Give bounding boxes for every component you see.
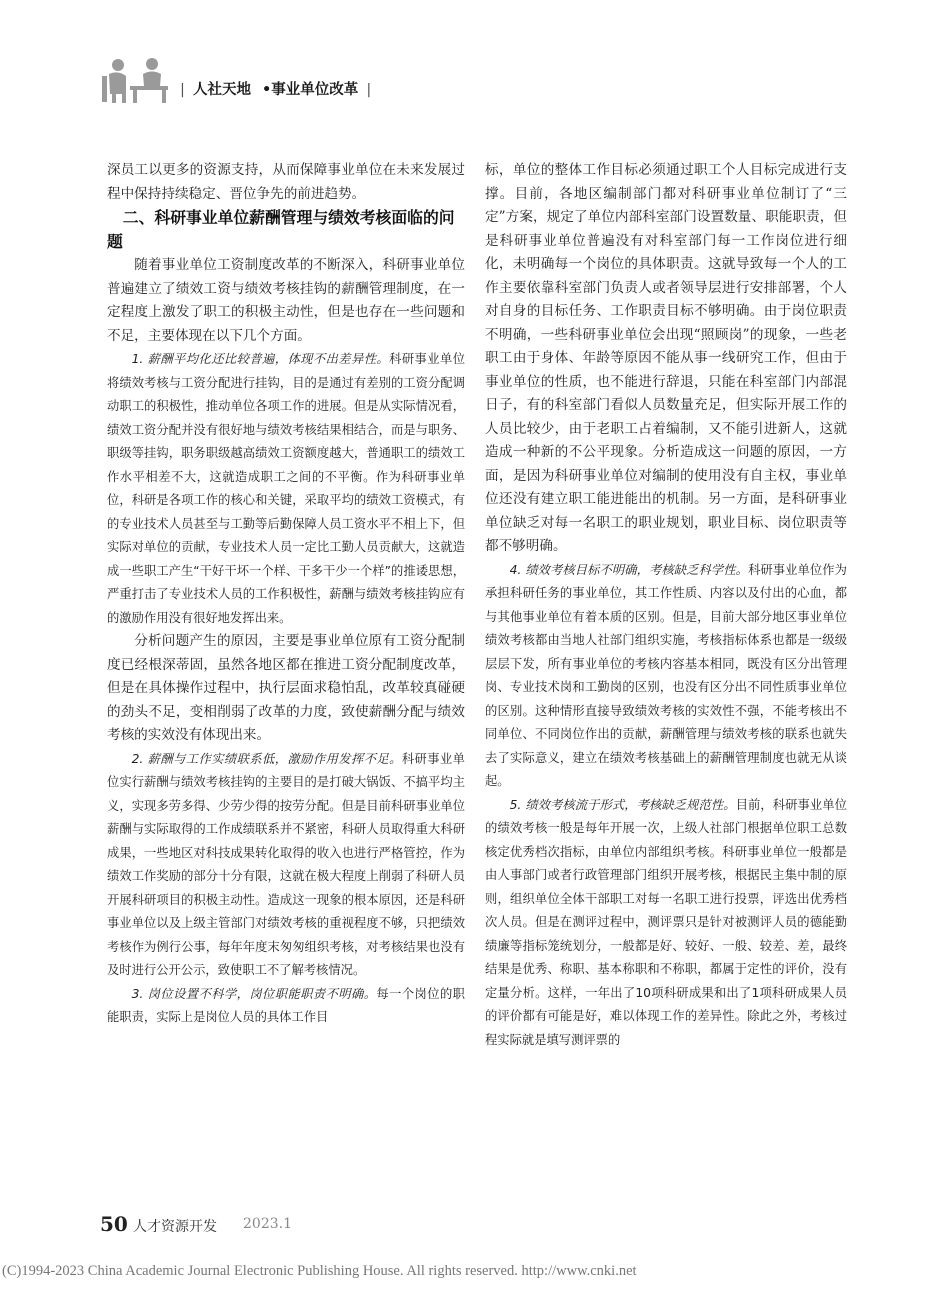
subsection-paragraph — [485, 794, 847, 1053]
body-paragraph: 随着事业单位工资制度改革的不断深入，科研事业单位普遍建立了绩效工资与绩效考核挂钩的薪酬管理制度，在一定程度上激发了职工的积极主动性，但是也存在一些问题和不足，主要体现在以下几个方面。 — [107, 257, 465, 344]
page-number: 50 — [100, 1212, 128, 1236]
subsection-heading: 4. 绩效考核目标不明确，考核缺乏科学性。 — [509, 562, 749, 577]
header-title — [177, 78, 374, 99]
header-section: 人社天地 — [192, 82, 251, 98]
article-column-right — [485, 159, 847, 1052]
subsection-heading: 2. 薪酬与工作实绩联系低，激励作用发挥不足。 — [131, 751, 402, 766]
article-column-left — [107, 159, 465, 1030]
page-header — [100, 50, 860, 110]
subsection-heading: 5. 绩效考核流于形式，考核缺乏规范性。 — [509, 797, 736, 812]
subsection-heading: 3. 岗位设置不科学，岗位职能职责不明确。 — [131, 986, 377, 1001]
subsection-paragraph — [107, 983, 465, 1030]
body-paragraph: 分析问题产生的原因，主要是事业单位原有工资分配制度已经根深蒂固，虽然各地区都在推进工资分配制度改革，但是在具体操作过程中，执行层面求稳怕乱，改革较真碰硬的劲头不足，变相削弱了改革的力度，致使薪酬分配与绩效考核的实效没有体现出来。 — [107, 633, 465, 743]
subsection-paragraph — [485, 559, 847, 794]
section-heading: 二、科研事业单位薪酬管理与绩效考核面临的问题 — [107, 208, 455, 251]
subsection-paragraph — [107, 748, 465, 983]
copyright-notice: (C)1994-2023 China Academic Journal Electronic Publishing House. All rights reserved. http://www.cnki.net — [2, 1263, 637, 1279]
journal-name: 人才资源开发 — [133, 1219, 217, 1235]
paragraph-text: 科研事业单位将绩效考核与工资分配进行挂钩，目的是通过有差别的工资分配调动职工的积极性，推动单位各项工作的进展。但是从实际情况看，绩效工资分配并没有很好地与绩效考核结果相结合，而是与职务、职级等挂钩，职务职级越高绩效工资额度越大，普通职工的绩效工作水平相差不大，这就造成职工之间的不平衡。作为科研事业单位，科研是各项工作的核心和关键，采取平均的绩效工资模式，有的专业技术人员甚至与工勤等后勤保障人员工资水平不相上下，但实际对单位的贡献，专业技术人员一定比工勤人员贡献大，这就造成一些职工产生“干好干坏一个样、干多干少一个样”的推诿思想，严重打击了专业技术人员的工作积极性，薪酬与绩效考核挂钩应有的激励作用没有很好地发挥出来。 — [107, 352, 465, 625]
header-divider-left: | — [180, 82, 185, 98]
journal-issue: 2023.1 — [243, 1216, 292, 1232]
paragraph-text: 科研事业单位作为承担科研任务的事业单位，其工作性质、内容以及付出的心血，都与其他事业单位有着本质的区别。但是，目前大部分地区事业单位绩效考核都由当地人社部门组织实施，考核指标体系也都是一级级层层下发，所有事业单位的考核内容基本相同，既没有区分出管理岗、专业技术岗和工勤岗的区别，也没有区分出不同性质事业单位的区别。这种情形直接导致绩效考核的实效性不强，不能考核出不同单位、不同岗位作出的贡献，薪酬管理与绩效考核的联系也就失去了实际意义，建立在绩效考核基础上的薪酬管理制度也就无从谈起。 — [485, 562, 847, 788]
body-paragraph: 标，单位的整体工作目标必须通过职工个人目标完成进行支撑。目前，各地区编制部门都对科研事业单位制订了“三定”方案，规定了单位内部科室部门设置数量、职能职责，但是科研事业单位普遍没有对科室部门每一工作岗位进行细化，未明确每一个岗位的具体职责。这就导致每一个人的工作主要依靠科室部门负责人或者领导层进行安排部署，个人对自身的目标任务、工作职责目标不够明确。由于岗位职责不明确，一些科研事业单位会出现“照顾岗”的现象，一些老职工由于身体、年龄等原因不能从事一线研究工作，但由于事业单位的性质，也不能进行辞退，只能在科室部门内部混日子，有的科室部门看似人员数量充足，但实际开展工作的人员比较少，由于老职工占着编制，又不能引进新人，这就造成一种新的不公平现象。分析造成这一问题的原因，一方面，是因为科研事业单位对编制的使用没有自主权，事业单位还没有建立职工能进能出的机制。另一方面，是科研事业单位缺乏对每一名职工的职业规划，职业目标、岗位职责等都不够明确。 — [485, 162, 847, 554]
paragraph-text: 目前，科研事业单位的绩效考核一般是每年开展一次，上级人社部门根据单位职工总数核定优秀档次指标，由单位内部组织考核。科研事业单位一般都是由人事部门或者行政管理部门组织开展考核，根据民主集中制的原则，组织单位全体干部职工对每一名职工进行投票，评选出优秀档次人员。但是在测评过程中，测评票只是针对被测评人员的德能勤绩廉等指标笼统划分，一般都是好、较好、一般、较差、差，最终结果是优秀、称职、基本称职和不称职，都属于定性的评价，没有定量分析。这样，一年出了10项科研成果和出了1项科研成果人员的评价都有可能是好，难以体现工作的差异性。除此之外，考核过程实际就是填写测评票的 — [485, 797, 847, 1047]
body-paragraph: 深员工以更多的资源支持，从而保障事业单位在未来发展过程中保持持续稳定、晋位争先的前进趋势。 — [107, 162, 465, 202]
paragraph-text: 每一个岗位的职能职责，实际上是岗位人员的具体工作目 — [107, 986, 465, 1024]
header-bullet: • — [262, 82, 272, 98]
subsection-paragraph — [107, 348, 465, 630]
subsection-heading: 1. 薪酬平均化还比较普遍，体现不出差异性。 — [131, 352, 390, 366]
desk-figures-icon — [100, 56, 170, 104]
paragraph-text: 科研事业单位实行薪酬与绩效考核挂钩的主要目的是打破大锅饭、不搞平均主义，实现多劳多得、少劳少得的按劳分配。但是目前科研事业单位薪酬与实际取得的工作成绩联系并不紧密，科研人员取得重大科研成果，一些地区对科技成果转化取得的收入也进行严格管控，作为绩效工作奖励的部分十分有限，这就在极大程度上削弱了科研人员开展科研项目的积极主动性。造成这一现象的根本原因，还是科研事业单位以及上级主管部门对绩效考核的重视程度不够，只把绩效考核作为例行公事，每年年度末匆匆组织考核，对考核结果也没有及时进行公开公示，致使职工不了解考核情况。 — [107, 751, 465, 977]
header-divider-right: | — [366, 82, 372, 98]
header-subsection: 事业单位改革 — [271, 82, 359, 98]
